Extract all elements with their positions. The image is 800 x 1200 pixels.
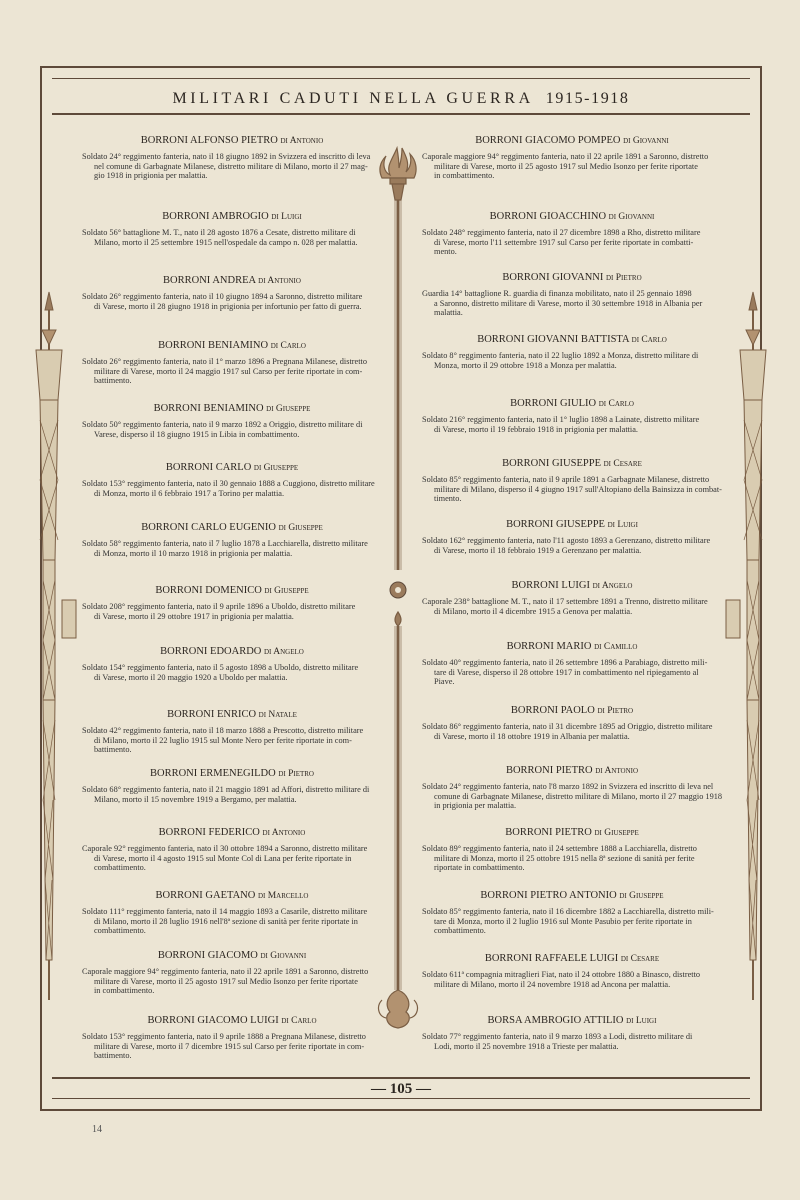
- soldier-biography: [82, 479, 382, 498]
- soldier-name: [82, 275, 382, 286]
- biography-line: combattimento.: [94, 863, 146, 873]
- soldier-surname-given: BORRONI RAFFAELE LUIGI: [484, 953, 619, 964]
- biography-line: gio 1918 in prigionia per malattia.: [94, 171, 208, 181]
- biography-line: Soldato 58° reggimento fanteria, nato il 7 luglio 1878 a Lacchiarella, distretto militare: [82, 539, 368, 548]
- soldier-biography: [82, 967, 382, 996]
- biography-line: riportate in combattimento.: [434, 863, 525, 873]
- soldier-biography: [422, 1032, 722, 1051]
- soldier-father: di Carlo: [598, 399, 634, 409]
- soldier-surname-given: BORRONI BENIAMINO: [153, 403, 264, 414]
- biography-line: comune di Garbagnate Milanese, distretto militare di Milano, morto il 27 maggio 1918: [434, 791, 723, 801]
- biography-line: Piave.: [434, 677, 455, 687]
- soldier-biography: [422, 351, 722, 370]
- soldier-name: [422, 641, 722, 652]
- soldier-father: di Antonio: [595, 766, 639, 776]
- soldier-name: [422, 765, 722, 776]
- soldier-father: di Carlo: [631, 335, 667, 345]
- soldier-entry: [422, 890, 722, 936]
- soldier-name: [82, 950, 382, 961]
- soldier-father: di Giuseppe: [266, 404, 311, 414]
- soldier-father: di Pietro: [606, 273, 642, 283]
- soldier-father: di Pietro: [278, 769, 314, 779]
- biography-line: Soldato 153° reggimento fanteria, nato il 9 aprile 1888 a Pregnana Milanese, distretto: [82, 1032, 366, 1041]
- soldier-surname-given: BORRONI GIUSEPPE: [506, 519, 605, 530]
- soldier-surname-given: BORRONI ERMENEGILDO: [150, 768, 276, 779]
- biography-line: di Milano, morto il 4 dicembre 1915 a Genova per malattia.: [434, 606, 633, 616]
- soldier-entry: [82, 768, 382, 804]
- soldier-biography: [82, 663, 382, 682]
- soldier-biography: [422, 970, 722, 989]
- soldier-entry: [422, 211, 722, 257]
- soldier-biography: [422, 536, 722, 555]
- soldier-biography: [82, 1032, 382, 1061]
- soldier-father: di Angelo: [592, 581, 633, 591]
- soldier-father: di Cesare: [620, 954, 660, 964]
- rosette-icon: [390, 582, 406, 598]
- soldier-name: [82, 890, 382, 901]
- soldier-name: [82, 709, 382, 720]
- soldier-name: [82, 135, 382, 146]
- biography-line: Soldato 85° reggimento fanteria, nato il 16 dicembre 1882 a Lacchiarella, distretto mili-: [422, 907, 714, 916]
- soldier-entry: [82, 1015, 382, 1061]
- biography-line: di Varese, morto il 28 giugno 1918 in prigionia per infortunio per fatto di guerra.: [94, 301, 362, 311]
- soldier-name: [82, 646, 382, 657]
- soldier-entry: [422, 272, 722, 318]
- soldier-father: di Carlo: [281, 1016, 317, 1026]
- soldier-biography: [422, 722, 722, 741]
- soldier-name: [422, 953, 722, 964]
- soldier-surname-given: BORRONI EDOARDO: [160, 646, 262, 657]
- soldier-entry: [422, 705, 722, 741]
- soldier-father: di Antonio: [262, 828, 306, 838]
- biography-line: Soldato 216° reggimento fanteria, nato il 1° luglio 1898 a Lainate, distretto militare: [422, 415, 700, 424]
- soldier-biography: [82, 844, 382, 873]
- soldier-surname-given: BORRONI ALFONSO PIETRO: [140, 135, 278, 146]
- soldier-father: di Camillo: [594, 642, 638, 652]
- soldier-name: [82, 1015, 382, 1026]
- biography-line: Soldato 85° reggimento fanteria, nato il 9 aprile 1891 a Garbagnate Milanese, distretto: [422, 475, 710, 484]
- biography-line: Soldato 24° reggimento fanteria, nato il 18 giugno 1892 in Svizzera ed inscritto di leva: [82, 152, 371, 161]
- soldier-surname-given: BORRONI ENRICO: [167, 709, 257, 720]
- biography-line: militare di Monza, morto il 25 ottobre 1915 nella 8ª sezione di sanità per ferite: [434, 853, 695, 863]
- page-title: MILITARI CADUTI NELLA GUERRA: [172, 90, 534, 107]
- soldier-surname-given: BORSA AMBROGIO ATTILIO: [487, 1015, 624, 1026]
- soldier-father: di Cesare: [603, 459, 642, 469]
- biography-line: Soldato 50° reggimento fanteria, nato il 9 marzo 1892 a Origgio, distretto militare di: [82, 420, 363, 429]
- soldier-surname-given: BORRONI CARLO: [165, 462, 252, 473]
- biography-line: di Monza, morto il 10 marzo 1918 in prigionia per malattia.: [94, 548, 293, 558]
- soldier-entry: [422, 135, 722, 181]
- biography-line: Soldato 111° reggimento fanteria, nato il 14 maggio 1893 a Casarile, distretto militare: [82, 907, 368, 916]
- soldier-biography: [422, 844, 722, 873]
- soldier-entry: [82, 890, 382, 936]
- soldier-biography: [422, 597, 722, 616]
- soldier-name: [422, 135, 722, 146]
- biography-line: di Varese, morto il 19 febbraio 1918 in prigionia per malattia.: [434, 424, 638, 434]
- soldier-biography: [82, 357, 382, 386]
- soldier-surname-given: BORRONI MARIO: [506, 641, 592, 652]
- biography-line: Milano, morto il 25 settembre 1915 nell'ospedale da campo n. 028 per malattia.: [94, 237, 358, 247]
- soldier-father: di Pietro: [597, 706, 634, 716]
- biography-line: combattimento.: [434, 926, 486, 936]
- biography-line: in combattimento.: [434, 171, 495, 181]
- biography-line: tare di Varese, disperso il 28 ottobre 1917 in combattimento nel ripiegamento al: [434, 667, 699, 677]
- soldier-surname-given: BORRONI AMBROGIO: [162, 211, 269, 222]
- soldier-entry: [82, 403, 382, 439]
- biography-line: di Varese, morto l'11 settembre 1917 sul Carso per ferite riportate in combatti-: [434, 237, 694, 247]
- soldier-name: [422, 398, 722, 409]
- biography-line: Soldato 86° reggimento fanteria, nato il 31 dicembre 1895 ad Origgio, distretto militare: [422, 722, 713, 731]
- lance-icon-right: [726, 292, 766, 1000]
- soldier-biography: [82, 539, 382, 558]
- soldier-name: [82, 522, 382, 533]
- biography-line: Milano, morto il 15 novembre 1919 a Bergamo, per malattia.: [94, 794, 297, 804]
- soldier-name: [422, 458, 722, 469]
- soldier-biography: [422, 289, 722, 318]
- soldier-entry: [82, 522, 382, 558]
- soldier-entry: [422, 398, 722, 434]
- soldier-name: [82, 462, 382, 473]
- biography-line: di Monza, morto il 6 febbraio 1917 a Torino per malattia.: [94, 488, 285, 498]
- soldier-entry: [422, 334, 722, 370]
- biography-line: militare di Milano, disperso il 4 giugno 1917 sull'Altopiano della Bainsizza in combat-: [434, 484, 722, 494]
- biography-line: di Milano, morto il 28 luglio 1916 nell'8ª sezione di sanità per ferite riportate in: [94, 916, 358, 926]
- soldier-entry: [82, 135, 382, 181]
- soldier-surname-given: BORRONI GIACOMO POMPEO: [475, 135, 621, 146]
- biography-line: Soldato 24° reggimento fanteria, nato l'8 marzo 1892 in Svizzera ed inscritto di leva nel: [422, 782, 714, 791]
- soldier-name: [422, 580, 722, 591]
- soldier-biography: [82, 420, 382, 439]
- soldier-surname-given: BORRONI PIETRO: [505, 827, 592, 838]
- soldier-entry: [82, 275, 382, 311]
- biography-line: Soldato 26° reggimento fanteria, nato il 1° marzo 1896 a Pregnana Milanese, distretto: [82, 357, 367, 366]
- soldier-surname-given: BORRONI GAETANO: [155, 890, 256, 901]
- biography-line: Soldato 208° reggimento fanteria, nato il 9 aprile 1896 a Uboldo, distretto militare: [82, 602, 356, 611]
- soldier-entry: [422, 953, 722, 989]
- print-mark: 14: [92, 1124, 102, 1135]
- soldier-surname-given: BORRONI BENIAMINO: [158, 340, 269, 351]
- lance-icon: [36, 292, 76, 1000]
- biography-line: tare di Monza, morto il 2 luglio 1916 sul Monte Pasubio per ferite riportate in: [434, 916, 692, 926]
- soldier-entry: [82, 646, 382, 682]
- soldier-biography: [82, 292, 382, 311]
- soldier-name: [422, 272, 722, 283]
- biography-line: combattimento.: [94, 926, 146, 936]
- biography-line: militare di Milano, morto il 24 novembre 1918 ad Ancona per malattia.: [434, 979, 671, 989]
- soldier-biography: [422, 782, 722, 811]
- soldier-father: di Carlo: [270, 341, 306, 351]
- soldier-father: di Giovanni: [608, 212, 655, 222]
- biography-line: Soldato 89° reggimento fanteria, nato il 24 settembre 1888 a Lacchiarella, distretto: [422, 844, 697, 853]
- biography-line: Caporale 238° battaglione M. T., nato il 17 settembre 1891 a Trenno, distretto militare: [422, 597, 708, 606]
- soldier-father: di Marcello: [257, 891, 309, 901]
- soldier-father: di Giuseppe: [264, 586, 309, 596]
- soldier-father: di Giovanni: [623, 136, 669, 146]
- soldier-surname-given: BORRONI FEDERICO: [158, 827, 260, 838]
- soldier-biography: [422, 907, 722, 936]
- biography-line: Lodi, morto il 25 novembre 1918 a Trieste per malattia.: [434, 1041, 619, 1051]
- torch-icon: [380, 148, 416, 570]
- soldier-surname-given: BORRONI DOMENICO: [155, 585, 262, 596]
- soldier-father: di Angelo: [264, 647, 304, 657]
- biography-line: Caporale maggiore 94° reggimento fanteria, nato il 22 aprile 1891 a Saronno, distretto: [422, 152, 709, 161]
- soldier-father: di Antonio: [258, 276, 301, 286]
- biography-line: malattia.: [434, 308, 463, 318]
- soldier-father: di Giovanni: [260, 951, 307, 961]
- soldier-biography: [82, 907, 382, 936]
- soldier-entry: [82, 462, 382, 498]
- biography-line: a Saronno, distretto militare di Varese, morto il 30 settembre 1918 in Albania per: [434, 298, 703, 308]
- biography-line: Soldato 56° battaglione M. T., nato il 28 agosto 1876 a Cesate, distretto militare di: [82, 228, 356, 237]
- soldier-father: di Giuseppe: [619, 891, 664, 901]
- biography-line: in prigionia per malattia.: [434, 801, 517, 811]
- soldier-name: [422, 705, 722, 716]
- soldier-biography: [82, 726, 382, 755]
- biography-line: Monza, morto il 29 ottobre 1918 a Monza per malattia.: [434, 360, 617, 370]
- soldier-entry: [82, 340, 382, 386]
- soldier-surname-given: BORRONI PIETRO: [505, 765, 593, 776]
- soldier-entry: [82, 211, 382, 247]
- biography-line: Soldato 40° reggimento fanteria, nato il 26 settembre 1896 a Parabiago, distretto mili-: [422, 658, 708, 667]
- soldier-biography: [422, 475, 722, 504]
- soldier-entry: [422, 1015, 722, 1051]
- soldier-surname-given: BORRONI GIOVANNI BATTISTA: [477, 334, 630, 345]
- soldier-name: [82, 768, 382, 779]
- biography-line: militare di Varese, morto il 24 maggio 1917 sul Carso per ferite riportate in com-: [94, 366, 363, 376]
- soldier-name: [82, 403, 382, 414]
- biography-line: Soldato 26° reggimento fanteria, nato il 10 giugno 1894 a Saronno, distretto militare: [82, 292, 363, 301]
- biography-line: Soldato 8° reggimento fanteria, nato il 22 luglio 1892 a Monza, distretto militare di: [422, 351, 699, 360]
- biography-line: Soldato 162° reggimento fanteria, nato l'11 agosto 1893 a Gerenzano, distretto militare: [422, 536, 711, 545]
- soldier-name: [82, 827, 382, 838]
- soldier-father: di Giuseppe: [278, 523, 323, 533]
- biography-line: Guardia 14° battaglione R. guardia di finanza mobilitato, nato il 25 gennaio 1898: [422, 289, 692, 298]
- soldier-entry: [422, 580, 722, 616]
- soldier-biography: [422, 415, 722, 434]
- biography-line: militare di Varese, morto il 25 agosto 1917 sul Medio Isonzo per ferite riportate: [434, 161, 698, 171]
- biography-line: Soldato 154° reggimento fanteria, nato il 5 agosto 1898 a Uboldo, distretto militare: [82, 663, 359, 672]
- soldier-surname-given: BORRONI GIACOMO LUIGI: [147, 1015, 279, 1026]
- soldier-entry: [422, 641, 722, 687]
- biography-line: Varese, disperso il 18 giugno 1915 in Libia in combattimento.: [94, 429, 300, 439]
- soldier-biography: [82, 228, 382, 247]
- soldier-surname-given: BORRONI PAOLO: [510, 705, 595, 716]
- biography-line: Caporale maggiore 94° reggimento fanteria, nato il 22 aprile 1891 a Saronno, distretto: [82, 967, 369, 976]
- biography-line: di Varese, morto il 18 ottobre 1919 in Albania per malattia.: [434, 731, 630, 741]
- soldier-biography: [82, 785, 382, 804]
- soldier-father: di Luigi: [271, 212, 302, 222]
- biography-line: Soldato 153° reggimento fanteria, nato il 30 gennaio 1888 a Cuggiono, distretto militare: [82, 479, 375, 488]
- biography-line: militare di Varese, morto il 7 dicembre 1915 sul Carso per ferite riportate in com-: [94, 1041, 365, 1051]
- soldier-biography: [82, 152, 382, 181]
- biography-line: di Varese, morto il 20 maggio 1920 a Uboldo per malattia.: [94, 672, 288, 682]
- biography-line: Caporale 92° reggimento fanteria, nato il 30 ottobre 1894 a Saronno, distretto militare: [82, 844, 368, 853]
- biography-line: Soldato 68° reggimento fanteria, nato il 21 maggio 1891 ad Affori, distretto militare di: [82, 785, 370, 794]
- soldier-surname-given: BORRONI GIULIO: [510, 398, 597, 409]
- soldier-father: di Giuseppe: [594, 828, 639, 838]
- soldier-biography: [82, 602, 382, 621]
- soldier-biography: [422, 658, 722, 687]
- lower-shaft: [379, 612, 418, 1028]
- biography-line: di Varese, morto il 18 febbraio 1919 a Gerenzano per malattia.: [434, 545, 642, 555]
- biography-line: Soldato 248° reggimento fanteria, nato il 27 dicembre 1898 a Rho, distretto militare: [422, 228, 701, 237]
- soldier-father: di Luigi: [626, 1016, 657, 1026]
- biography-line: Soldato 611ª compagnia mitraglieri Fiat, nato il 24 ottobre 1880 a Binasco, distretto: [422, 970, 701, 979]
- soldier-name: [82, 585, 382, 596]
- soldier-father: di Natale: [258, 710, 297, 720]
- biography-line: in combattimento.: [94, 986, 155, 996]
- soldier-name: [422, 1015, 722, 1026]
- soldier-name: [422, 519, 722, 530]
- soldier-entry: [82, 709, 382, 755]
- soldier-name: [82, 340, 382, 351]
- biography-line: mento.: [434, 247, 457, 257]
- biography-line: battimento.: [94, 376, 132, 386]
- soldier-surname-given: BORRONI LUIGI: [511, 580, 590, 591]
- page-years: 1915-1918: [545, 90, 630, 107]
- soldier-entry: [422, 519, 722, 555]
- soldier-entry: [422, 765, 722, 811]
- soldier-entry: [422, 827, 722, 873]
- soldier-entry: [422, 458, 722, 504]
- soldier-father: di Giuseppe: [253, 463, 299, 473]
- biography-line: di Milano, morto il 22 luglio 1915 sul Monte Nero per ferite riportate in com-: [94, 735, 352, 745]
- soldier-surname-given: BORRONI GIUSEPPE: [502, 458, 601, 469]
- soldier-name: [422, 827, 722, 838]
- soldier-father: di Antonio: [280, 136, 324, 146]
- biography-line: Soldato 42° reggimento fanteria, nato il 18 marzo 1888 a Prescotto, distretto militare: [82, 726, 364, 735]
- soldier-entry: [82, 827, 382, 873]
- soldier-name: [422, 890, 722, 901]
- biography-line: di Varese, morto il 29 ottobre 1917 in prigionia per malattia.: [94, 611, 294, 621]
- soldier-biography: [422, 152, 722, 181]
- biography-line: timento.: [434, 494, 462, 504]
- soldier-name: [422, 211, 722, 222]
- biography-line: battimento.: [94, 745, 132, 755]
- soldier-surname-given: BORRONI GIOACCHINO: [489, 211, 607, 222]
- soldier-name: [82, 211, 382, 222]
- biography-line: nel comune di Garbagnate Milanese, distretto militare di Milano, morto il 27 mag-: [94, 161, 368, 171]
- biography-line: di Varese, morto il 4 agosto 1915 sul Monte Col di Lana per ferite riportate in: [94, 853, 352, 863]
- soldier-surname-given: BORRONI GIACOMO: [157, 950, 258, 961]
- soldier-entry: [82, 950, 382, 996]
- soldier-biography: [422, 228, 722, 257]
- biography-line: militare di Varese, morto il 25 agosto 1917 sul Medio Isonzo per ferite riportate: [94, 976, 358, 986]
- soldier-surname-given: BORRONI PIETRO ANTONIO: [480, 890, 617, 901]
- soldier-surname-given: BORRONI ANDREA: [163, 275, 256, 286]
- soldier-name: [422, 334, 722, 345]
- soldier-surname-given: BORRONI GIOVANNI: [502, 272, 604, 283]
- soldier-entry: [82, 585, 382, 621]
- page-number: — 105 —: [371, 1081, 431, 1097]
- soldier-surname-given: BORRONI CARLO EUGENIO: [141, 522, 276, 533]
- soldier-father: di Luigi: [607, 520, 638, 530]
- biography-line: battimento.: [94, 1051, 132, 1061]
- biography-line: Soldato 77° reggimento fanteria, nato il 9 marzo 1893 a Lodi, distretto militare di: [422, 1032, 693, 1041]
